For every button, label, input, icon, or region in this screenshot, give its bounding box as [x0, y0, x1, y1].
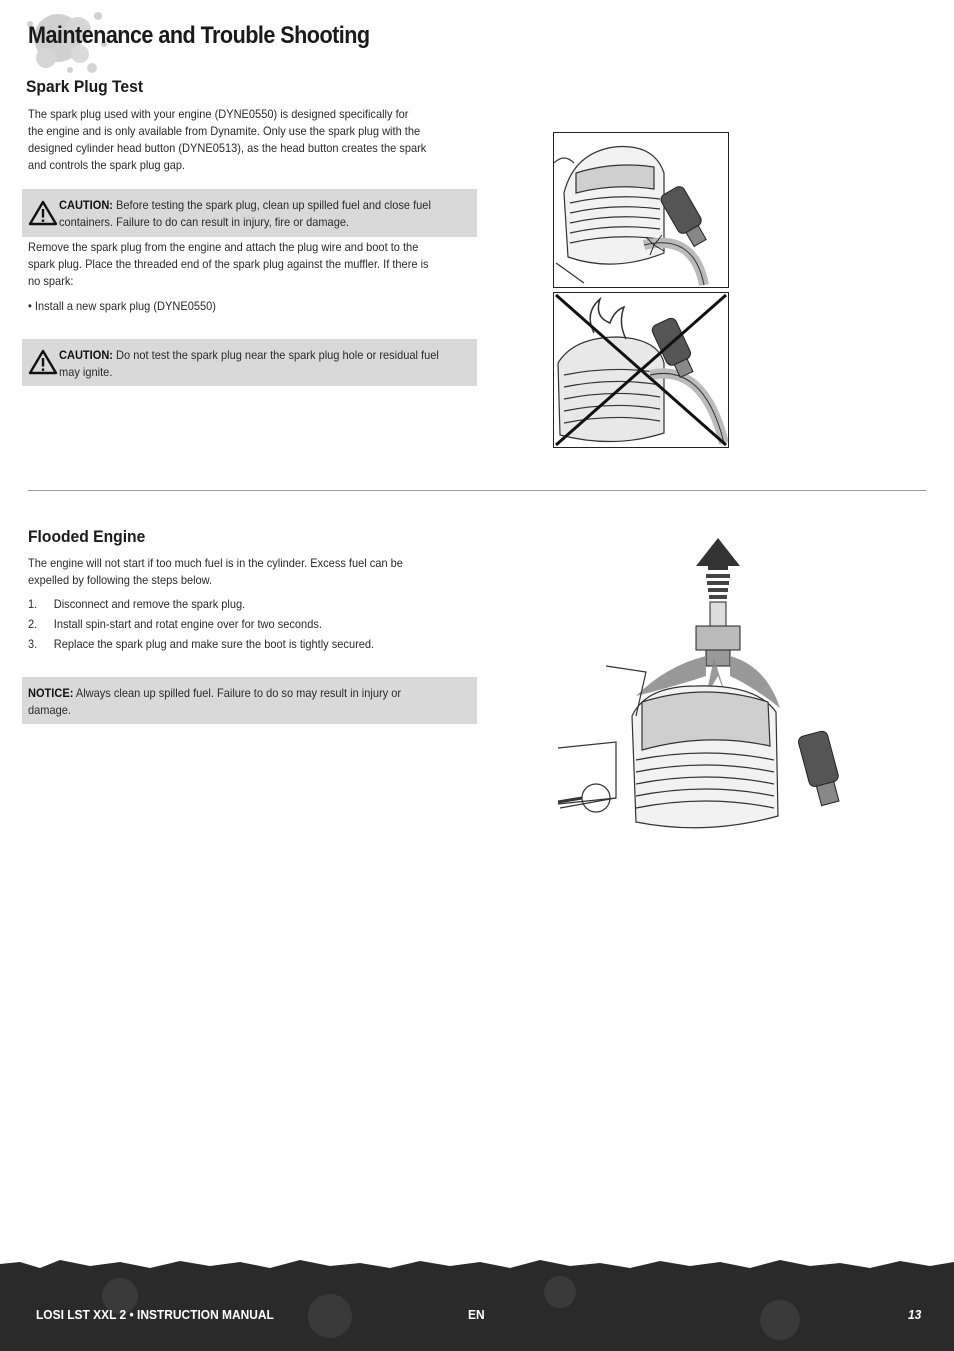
caution-text-2: CAUTION: Do not test the spark plug near the spark plug hole or residual fuel may ignite.	[59, 348, 439, 379]
notice-text: NOTICE: Always clean up spilled fuel. Failure to do so may result in injury or damage.	[28, 686, 402, 717]
caution-text-1: CAUTION: Before testing the spark plug, clean up spilled fuel and close fuel containers. Failure to do can result in injury, fire or damage.	[59, 198, 431, 229]
list-item: 1. Disconnect and remove the spark plug.	[28, 597, 246, 611]
spark-plug-instructions: Remove the spark plug from the engine and attach the plug wire and boot to the spark plug. Place the threaded end of the spark plug against the muffler. If there is no spark:	[28, 240, 429, 288]
footer-language: EN	[468, 1307, 485, 1322]
spark-plug-intro: The spark plug used with your engine (DYNE0550) is designed specifically for the engine and is only available from Dynamite. Only use the spark plug with the designed cylinder head button (DYNE0513), as the head button creates the spark and controls the spark plug gap.	[28, 107, 427, 172]
warning-triangle-icon	[28, 349, 58, 375]
list-item: 2. Install spin-start and rotat engine over for two seconds.	[28, 617, 322, 631]
spark-plug-bullet: • Install a new spark plug (DYNE0550)	[28, 299, 216, 313]
page-title: Maintenance and Trouble Shooting	[28, 22, 370, 49]
caution-callout-1	[22, 189, 477, 237]
flooded-engine-intro: The engine will not start if too much fuel is in the cylinder. Excess fuel can be expelled by following the steps below.	[28, 556, 403, 587]
spark-plug-test-heading: Spark Plug Test	[26, 77, 144, 96]
footer-page-number: 13	[908, 1307, 922, 1322]
list-item: 3. Replace the spark plug and make sure the boot is tightly secured.	[28, 637, 375, 651]
up-arrow-icon	[696, 538, 740, 599]
notice-callout	[22, 677, 477, 724]
warning-triangle-icon	[28, 200, 58, 226]
flooded-engine-steps	[28, 596, 404, 656]
caution-callout-2	[22, 339, 477, 386]
page-footer	[0, 1256, 954, 1351]
spark-test-incorrect-figure	[553, 292, 729, 448]
footer-manual-title: LOSI LST XXL 2 • INSTRUCTION MANUAL	[36, 1307, 274, 1322]
flooded-engine-figure	[556, 536, 860, 842]
section-divider	[28, 490, 926, 491]
flooded-engine-heading: Flooded Engine	[28, 527, 146, 546]
spark-test-correct-figure	[553, 132, 729, 288]
